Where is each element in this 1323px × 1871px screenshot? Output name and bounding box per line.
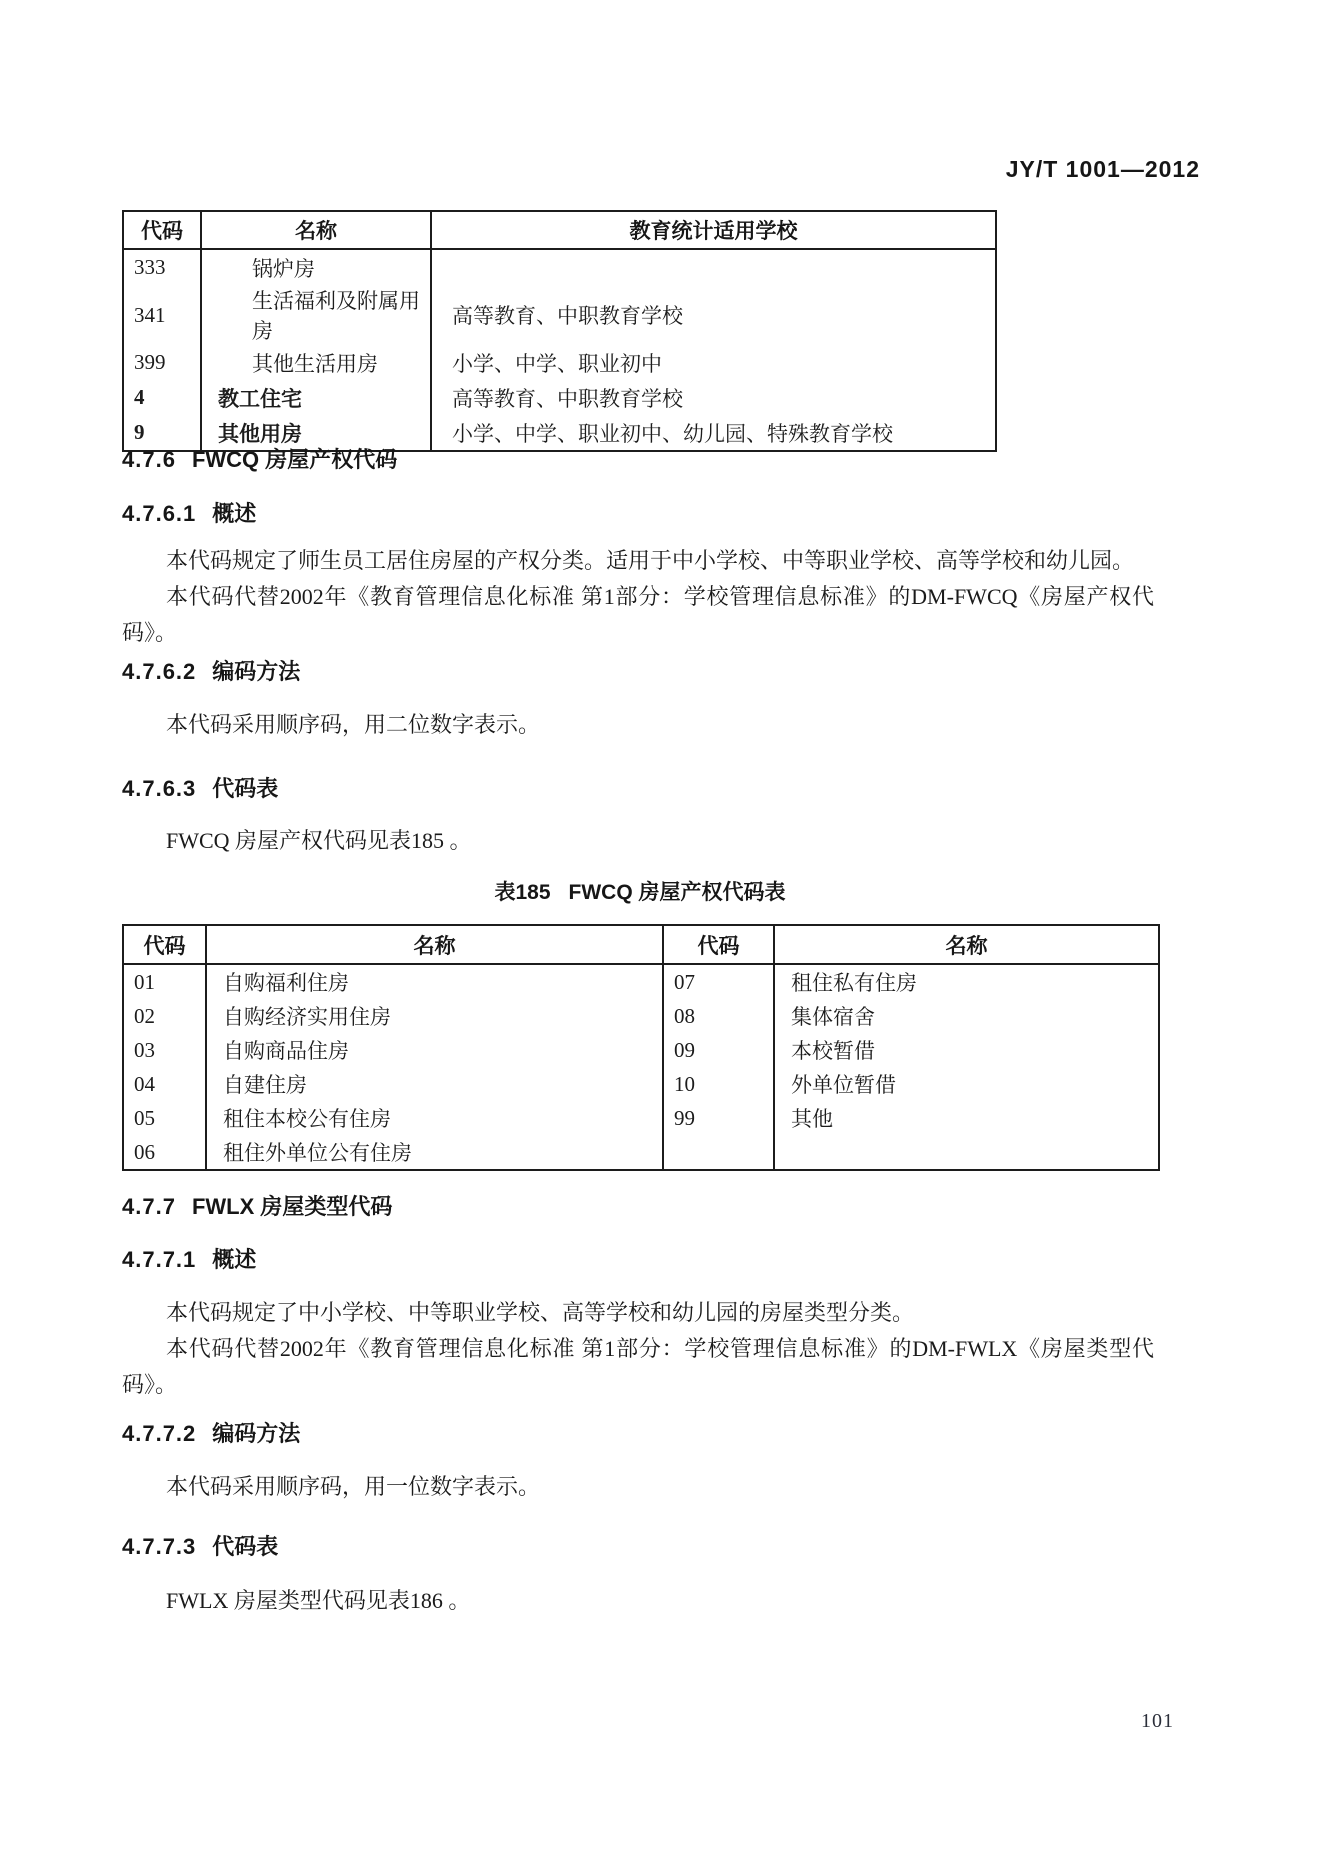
section-title: 代码表 <box>212 776 279 801</box>
schools-cell: 小学、中学、职业初中 <box>431 345 996 380</box>
section-heading-4772 <box>122 1417 300 1448</box>
column-header-code: 代码 <box>123 925 206 964</box>
name-cell: 生活福利及附属用房 <box>201 285 431 345</box>
paragraph: 本代码规定了师生员工居住房屋的产权分类。适用于中小学校、中等职业学校、高等学校和幼儿园。 <box>166 548 1135 573</box>
schools-cell: 高等教育、中职教育学校 <box>431 285 996 345</box>
page-number: 101 <box>1141 1710 1174 1732</box>
paragraph: 本代码采用顺序码，用二位数字表示。 <box>166 712 541 737</box>
code-cell: 05 <box>123 1101 206 1135</box>
code-table-reference-476 <box>122 823 1154 859</box>
table-row <box>123 1067 1159 1101</box>
schools-cell <box>431 249 996 285</box>
code-cell: 341 <box>123 285 201 345</box>
section-title: 编码方法 <box>212 1421 301 1446</box>
overview-paragraphs-476 <box>122 543 1154 651</box>
code-cell: 07 <box>663 964 774 999</box>
code-cell: 08 <box>663 999 774 1033</box>
name-cell: 自建住房 <box>206 1067 663 1101</box>
name-cell: 自购经济实用住房 <box>206 999 663 1033</box>
table-title: FWCQ 房屋产权代码表 <box>568 881 786 904</box>
table-row <box>123 999 1159 1033</box>
column-header-code: 代码 <box>663 925 774 964</box>
section-number: 4.7.7.1 <box>122 1247 197 1272</box>
name-cell: 租住本校公有住房 <box>206 1101 663 1135</box>
schools-cell: 小学、中学、职业初中、幼儿园、特殊教育学校 <box>431 415 996 451</box>
standard-number-header: JY/T 1001—2012 <box>1005 156 1200 182</box>
code-cell: 4 <box>123 380 201 415</box>
section-number: 4.7.6.3 <box>122 776 197 801</box>
section-heading-4773 <box>122 1530 278 1561</box>
table-row <box>123 1135 1159 1170</box>
coding-method-paragraph-477 <box>122 1469 1154 1505</box>
code-cell <box>663 1135 774 1170</box>
overview-paragraphs-477 <box>122 1295 1154 1403</box>
code-cell: 04 <box>123 1067 206 1101</box>
table-row <box>123 285 996 345</box>
section-heading-4763 <box>122 772 278 803</box>
table-185-caption <box>122 876 1158 906</box>
coding-method-paragraph-476 <box>122 707 1154 743</box>
name-cell: 外单位暂借 <box>774 1067 1159 1101</box>
paragraph: 本代码代替2002年《教育管理信息化标准 第1部分：学校管理信息标准》的DM-FWCQ《房屋产权代码》。 <box>122 584 1154 645</box>
section-title: FWCQ 房屋产权代码 <box>191 447 398 472</box>
name-cell: 本校暂借 <box>774 1033 1159 1067</box>
paragraph: 本代码采用顺序码，用一位数字表示。 <box>166 1474 541 1499</box>
section-heading-4771 <box>122 1243 256 1274</box>
section-number: 4.7.6.1 <box>122 501 197 526</box>
column-header-name: 名称 <box>201 211 431 249</box>
section-number: 4.7.7.3 <box>122 1534 197 1559</box>
section-heading-4762 <box>122 655 300 686</box>
code-cell: 333 <box>123 249 201 285</box>
section-heading-477 <box>122 1190 392 1221</box>
column-header-name: 名称 <box>774 925 1159 964</box>
paragraph: FWLX 房屋类型代码见表186 。 <box>166 1588 471 1613</box>
section-heading-476 <box>122 443 397 474</box>
table-row <box>123 380 996 415</box>
name-cell: 其他用房 <box>201 415 431 451</box>
code-cell: 03 <box>123 1033 206 1067</box>
column-header-code: 代码 <box>123 211 201 249</box>
name-cell: 其他生活用房 <box>201 345 431 380</box>
section-number: 4.7.7.2 <box>122 1421 197 1446</box>
table-label: 表185 <box>494 881 551 904</box>
name-cell: 锅炉房 <box>201 249 431 285</box>
section-title: FWLX 房屋类型代码 <box>191 1194 393 1219</box>
section-title: 概述 <box>212 501 257 526</box>
paragraph: FWCQ 房屋产权代码见表185 。 <box>166 828 472 853</box>
column-header-schools: 教育统计适用学校 <box>431 211 996 249</box>
table-header-row <box>123 925 1159 964</box>
paragraph: 本代码代替2002年《教育管理信息化标准 第1部分：学校管理信息标准》的DM-FWLX《房屋类型代码》。 <box>122 1336 1154 1397</box>
code-cell: 399 <box>123 345 201 380</box>
schools-cell: 高等教育、中职教育学校 <box>431 380 996 415</box>
building-usage-table <box>122 210 997 452</box>
name-cell: 教工住宅 <box>201 380 431 415</box>
table-row <box>123 1101 1159 1135</box>
fwcq-code-table <box>122 924 1160 1171</box>
code-cell: 02 <box>123 999 206 1033</box>
column-header-name: 名称 <box>206 925 663 964</box>
code-cell: 10 <box>663 1067 774 1101</box>
name-cell <box>774 1135 1159 1170</box>
section-number: 4.7.7 <box>122 1194 176 1219</box>
section-heading-4761 <box>122 497 256 528</box>
table-row <box>123 249 996 285</box>
section-title: 编码方法 <box>212 659 301 684</box>
table-row <box>123 964 1159 999</box>
paragraph: 本代码规定了中小学校、中等职业学校、高等学校和幼儿园的房屋类型分类。 <box>166 1300 915 1325</box>
section-number: 4.7.6 <box>122 447 176 472</box>
code-cell: 06 <box>123 1135 206 1170</box>
section-title: 代码表 <box>212 1534 279 1559</box>
name-cell: 租住私有住房 <box>774 964 1159 999</box>
name-cell: 自购福利住房 <box>206 964 663 999</box>
section-title: 概述 <box>212 1247 257 1272</box>
code-table-reference-477 <box>122 1583 1154 1619</box>
code-cell: 09 <box>663 1033 774 1067</box>
table-row <box>123 1033 1159 1067</box>
code-cell: 9 <box>123 415 201 451</box>
name-cell: 自购商品住房 <box>206 1033 663 1067</box>
table-row <box>123 345 996 380</box>
name-cell: 其他 <box>774 1101 1159 1135</box>
table-header-row <box>123 211 996 249</box>
name-cell: 租住外单位公有住房 <box>206 1135 663 1170</box>
section-number: 4.7.6.2 <box>122 659 197 684</box>
name-cell: 集体宿舍 <box>774 999 1159 1033</box>
code-cell: 01 <box>123 964 206 999</box>
code-cell: 99 <box>663 1101 774 1135</box>
